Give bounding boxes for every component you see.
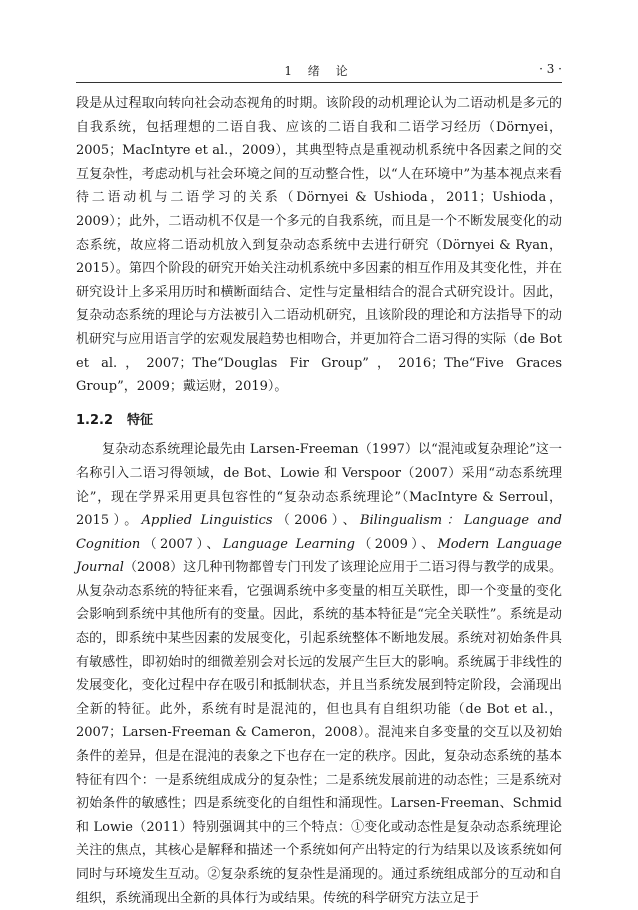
running-header: [76, 60, 562, 83]
journal-title: Applied Linguistics: [141, 513, 273, 529]
text-run: 复杂动态系统理论最先由 Larsen-Freeman（1997）以“混沌或复杂理论”这一名称引入二语习得领域，de Bot、Lowie 和 Verspoor（2007）采用“动态系统理论”，现在学界采用更具包容性的“复杂动态系统理论”（MacIntyre & Serroul，2015）。: [76, 442, 562, 529]
paragraph-1: 段是从过程取向转向社会动态视角的时期。该阶段的动机理论认为二语动机是多元的自我系统，包括理想的二语自我、应该的二语自我和二语学习经历（Dörnyei，2005；MacIntyre et al.，2009），其典型特点是重视动机系统中各因素之间的交互复杂性，考虑动机与社会环境之间的互动整合性，以“人在环境中”为基本视点来看待二语动机与二语学习的关系（Dörnyei & Ushioda，2011；Ushioda，2009）；此外，二语动机不仅是一个多元的自我系统，而且是一个不断发展变化的动态系统，故应将二语动机放入到复杂动态系统中去进行研究（Dörnyei & Ryan，2015）。第四个阶段的研究开始关注动机系统中多因素的相互作用及其变化性，并在研究设计上多采用历时和横断面结合、定性与定量相结合的混合式研究设计。因此，复杂动态系统的理论与方法被引入二语动机研究，且该阶段的理论和方法指导下的动机研究与应用语言学的宏观发展趋势也相吻合，并更加符合二语习得的实际（de Bot et al.，2007；The“Douglas Fir Group”，2016；The“Five Graces Group”，2009；戴运财，2019）。: [76, 96, 562, 395]
text-run: （2007）、: [140, 536, 223, 552]
text-run: （2006）、: [272, 513, 360, 529]
text-run: （2008）这几种刊物都曾专门刊发了该理论应用于二语习得与教学的成果。从复杂动态系统的特征来看，它强调系统中多变量的相互关联性，即一个变量的变化会影响到系统中其他所有的变量。因此，系统的基本特征是“完全关联性”。系统是动态的，即系统中某些因素的发展变化，引起系统整体不断地发展。系统对初始条件具有敏感性，即初始时的细微差别会对长远的发展产生巨大的影响。系统属于非线性的发展变化，变化过程中存在吸引和抵制状态，并且当系统发展到特定阶段，会涌现出全新的特征。此外，系统有时是混沌的，但也具有自组织功能（de Bot et al.，2007；Larsen-Freeman & Cameron，2008）。混沌来自多变量的交互以及初始条件的差异，但是在混沌的表象之下也存在一定的秩序。因此，复杂动态系统的基本特征有四个：一是系统组成成分的复杂性；二是系统发展前进的动态性；三是系统对初始条件的敏感性；四是系统变化的自组性和涌现性。Larsen-Freeman、Schmid 和 Lowie（2011）特别强调其中的三个特点：①变化或动态性是复杂动态系统理论关注的焦点，其核心是解释和描述一个系统如何产出特定的行为结果以及该系统如何同时与环境发生互动。②复杂系统的复杂性是涌现的。通过系统组成部分的互动和自组织，系统涌现出全新的具体行为或结果。传统的科学研究方法立足于: [76, 560, 562, 906]
paragraph-2: [76, 438, 562, 910]
chapter-title: 1 绪 论: [284, 64, 354, 78]
journal-title: Language Learning: [222, 536, 355, 552]
body-text: [76, 92, 562, 910]
journal-title: Modern Language Journal: [76, 536, 562, 576]
section-number: 1.2.2: [76, 412, 114, 428]
section-heading: [76, 409, 562, 433]
section-title: 特征: [127, 412, 154, 428]
journal-title: Bilingualism：Language and Cognition: [76, 513, 563, 552]
page-number: · 3 ·: [539, 62, 562, 76]
text-run: （2009）、: [354, 536, 438, 552]
